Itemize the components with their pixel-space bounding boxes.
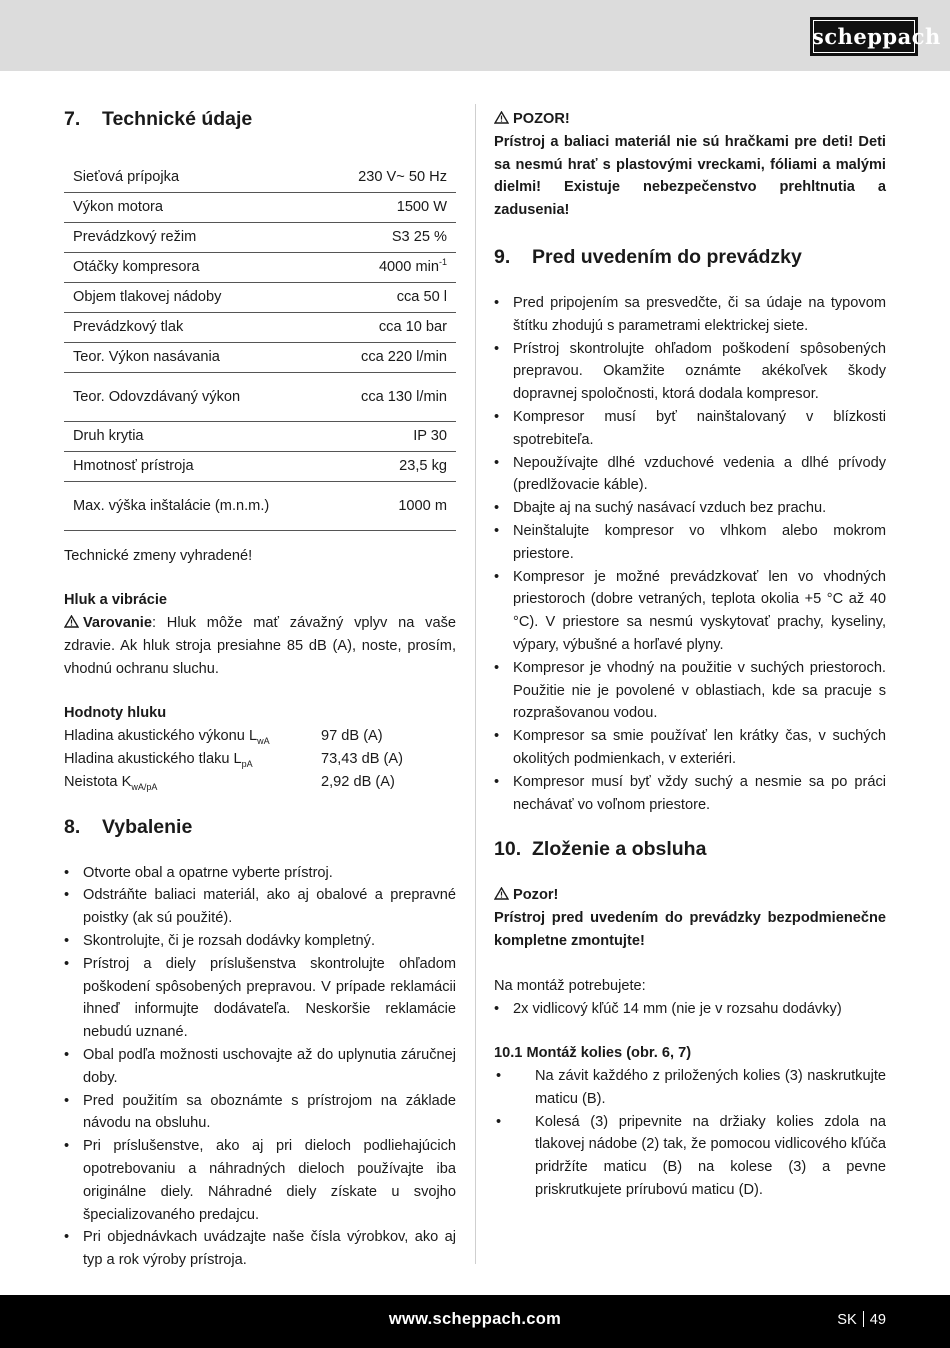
wheel-assembly-heading: 10.1 Montáž kolies (obr. 6, 7) [494, 1045, 692, 1062]
spec-value: 23,5 kg [326, 451, 456, 481]
noise-value-row: Hladina akustického tlaku $L_{pA}$ 73,43 dB (A) [64, 748, 456, 771]
list-item: • Prístroj a diely príslušenstva skontrolujte ohľadom poškodení spôsobených prepravou. V prípade reklamácii ihneď informujte dodávateľa. Neskoršie reklamácie nebudú uznané. [64, 953, 456, 1044]
tools-needed-text: Na montáž potrebujete: [494, 977, 646, 994]
warning-triangle-icon [494, 887, 509, 900]
list-item: • Obal podľa možnosti uschovajte až do uplynutia záručnej doby. [64, 1044, 456, 1090]
footer-url: www.scheppach.com [388, 1310, 562, 1328]
list-item: • 2x vidlicový kľúč 14 mm (nie je v rozsahu dodávky) [494, 998, 886, 1021]
noise-heading: Hluk a vibrácie [64, 592, 168, 609]
list-item: • Skontrolujte, či je rozsah dodávky kompletný. [64, 930, 456, 953]
spec-value: cca 50 l [326, 282, 456, 312]
spec-value: cca 220 l/min [326, 342, 456, 372]
spec-row [64, 312, 456, 342]
wheel-assembly-list [494, 1065, 886, 1202]
list-item: • Pri objednávkach uvádzajte naše čísla výrobkov, ako aj typ a rok výroby prístroja. [64, 1226, 456, 1272]
spec-label: Prevádzkový tlak [64, 312, 326, 342]
list-item: • Kompresor je vhodný na použitie v suchých priestoroch. Použitie nie je povolené v oblastiach, kde sa pracuje s rozprašovanou vodou. [494, 657, 886, 725]
spec-label: Sieťová prípojka [64, 162, 326, 192]
noise-value-row: Neistota $K_{wA/pA}$ 2,92 dB (A) [64, 771, 456, 794]
spec-label: Druh krytia [64, 421, 326, 451]
noise-values-list [64, 725, 456, 793]
pozor-2-label: Pozor! [494, 884, 886, 907]
spec-value: 1500 W [326, 192, 456, 222]
spec-row [64, 342, 456, 372]
list-item: • Nepoužívajte dlhé vzduchové vedenia a dlhé prívody (predlžovacie káble). [494, 452, 886, 498]
warning-triangle-icon [64, 615, 79, 628]
list-item: • Pred pripojením sa presvedčte, či sa údaje na typovom štítku zhodujú s parametrami elektrickej siete. [494, 292, 886, 338]
page-indicator: SK 49 [837, 1312, 886, 1328]
spec-label: Hmotnosť prístroja [64, 451, 326, 481]
list-item: • Pred použitím sa oboznámte s prístrojom na základe návodu na obsluhu. [64, 1090, 456, 1136]
spec-row [64, 222, 456, 252]
list-item: • Otvorte obal a opatrne vyberte prístroj. [64, 862, 456, 885]
noise-value: 73,43 dB (A) [321, 751, 403, 768]
spec-row [64, 282, 456, 312]
tools-needed-list [494, 998, 886, 1021]
noise-value: 97 dB (A) [321, 728, 383, 745]
section-7-heading: 7. Technické údaje [64, 108, 253, 130]
list-item: • Neinštalujte kompresor vo vlhkom alebo mokrom priestore. [494, 520, 886, 566]
noise-warning: Varovanie: Hluk môže mať závažný vplyv na vaše zdravie. Ak hluk stroja presiahne 85 dB (A), noste, prosím, vhodnú ochranu sluchu. [64, 615, 456, 677]
spec-row [64, 481, 456, 530]
spec-row [64, 252, 456, 282]
section-9-heading: 9. Pred uvedením do prevádzky [494, 245, 802, 268]
spec-label: Výkon motora [64, 192, 326, 222]
brand-logo: scheppach [810, 17, 918, 56]
list-item: • Kompresor musí byť nainštalovaný v blízkosti spotrebiteľa. [494, 406, 886, 452]
pozor-2-text: Prístroj pred uvedením do prevádzky bezpodmienečne kompletne zmontujte! [494, 910, 886, 949]
spec-value: cca 10 bar [326, 312, 456, 342]
list-item: • Kompresor sa smie používať len krátky čas, v suchých okolitých podmienkach, v exteriéri. [494, 725, 886, 771]
unpacking-list [64, 862, 456, 1272]
spec-value: IP 30 [326, 421, 456, 451]
spec-row [64, 451, 456, 481]
noise-value: 2,92 dB (A) [321, 773, 395, 790]
spec-value: S3 25 % [326, 222, 456, 252]
spec-value: 230 V~ 50 Hz [326, 162, 456, 192]
spec-row [64, 372, 456, 421]
section-10-heading: 10. Zloženie a obsluha [494, 838, 707, 861]
list-item: • Kolesá (3) pripevnite na držiaky kolies zdola na tlakovej nádobe (2) tak, že pomocou vidlicového kľúča pridržíte maticu (B) na kolese (3) a pevne priskrutkujete prírubovú maticu (D). [494, 1111, 886, 1202]
spec-table [64, 162, 456, 531]
column-divider [475, 104, 476, 1264]
list-item: • Pri príslušenstve, ako aj pri dieloch podliehajúcich opotrebovaniu a náhradných dieloch používajte iba originálne diely. Náhradné diely získate u svojho špecializovaného predajcu. [64, 1135, 456, 1226]
list-item: • Kompresor je možné prevádzkovať len vo vhodných priestoroch (dobre vetraných, teplota okolia +5 °C až 40 °C). V priestore sa nesmú vyskytovať prachy, kyseliny, výpary, výbušné a horľavé plyny. [494, 566, 886, 657]
spec-row [64, 162, 456, 192]
spec-row [64, 192, 456, 222]
section-8-heading: 8. Vybalenie [64, 815, 193, 838]
spec-value: 4000 $\min^{-1}$ [326, 252, 456, 282]
list-item: • Dbajte aj na suchý nasávací vzduch bez prachu. [494, 497, 886, 520]
spec-label: Objem tlakovej nádoby [64, 282, 326, 312]
list-item: • Na závit každého z priložených kolies (3) naskrutkujte maticu (B). [494, 1065, 886, 1111]
noise-value-row: Hladina akustického výkonu $L_{wA}$ 97 dB (A) [64, 725, 456, 748]
warning-triangle-icon [494, 111, 509, 124]
noise-values-heading: Hodnoty hluku [64, 705, 167, 722]
pozor-1-text: Prístroj a baliaci materiál nie sú hračkami pre deti! Deti sa nesmú hrať s plastovými vreckami, fóliami a malými dielmi! Existuje nebezpečenstvo prehltnutia a zadusenia! [494, 133, 886, 219]
before-operation-list [494, 292, 886, 816]
list-item: • Prístroj skontrolujte ohľadom poškodení spôsobených prepravou. Okamžite oznámte akékoľvek škody dopravnej spoločnosti, ktorá dodala kompresor. [494, 338, 886, 406]
left-column [64, 104, 456, 1272]
header-band [0, 0, 950, 71]
tech-changes-note: Technické zmeny vyhradené! [64, 547, 253, 564]
spec-value: 1000 m [326, 481, 456, 530]
footer-bar [0, 1295, 950, 1348]
page-separator [863, 1311, 864, 1327]
right-column [494, 104, 886, 1202]
pozor-1-label: POZOR! [494, 108, 886, 131]
spec-label: Max. výška inštalácie (m.n.m.) [64, 481, 326, 530]
spec-row [64, 421, 456, 451]
spec-label: Teor. Odovzdávaný výkon [64, 372, 326, 421]
spec-label: Otáčky kompresora [64, 252, 326, 282]
list-item: • Odstráňte baliaci materiál, ako aj obalové a prepravné poistky (ak sú použité). [64, 884, 456, 930]
spec-value: cca 130 l/min [326, 372, 456, 421]
spec-label: Prevádzkový režim [64, 222, 326, 252]
list-item: • Kompresor musí byť vždy suchý a nesmie sa po práci nechávať vo voľnom priestore. [494, 771, 886, 817]
spec-label: Teor. Výkon nasávania [64, 342, 326, 372]
